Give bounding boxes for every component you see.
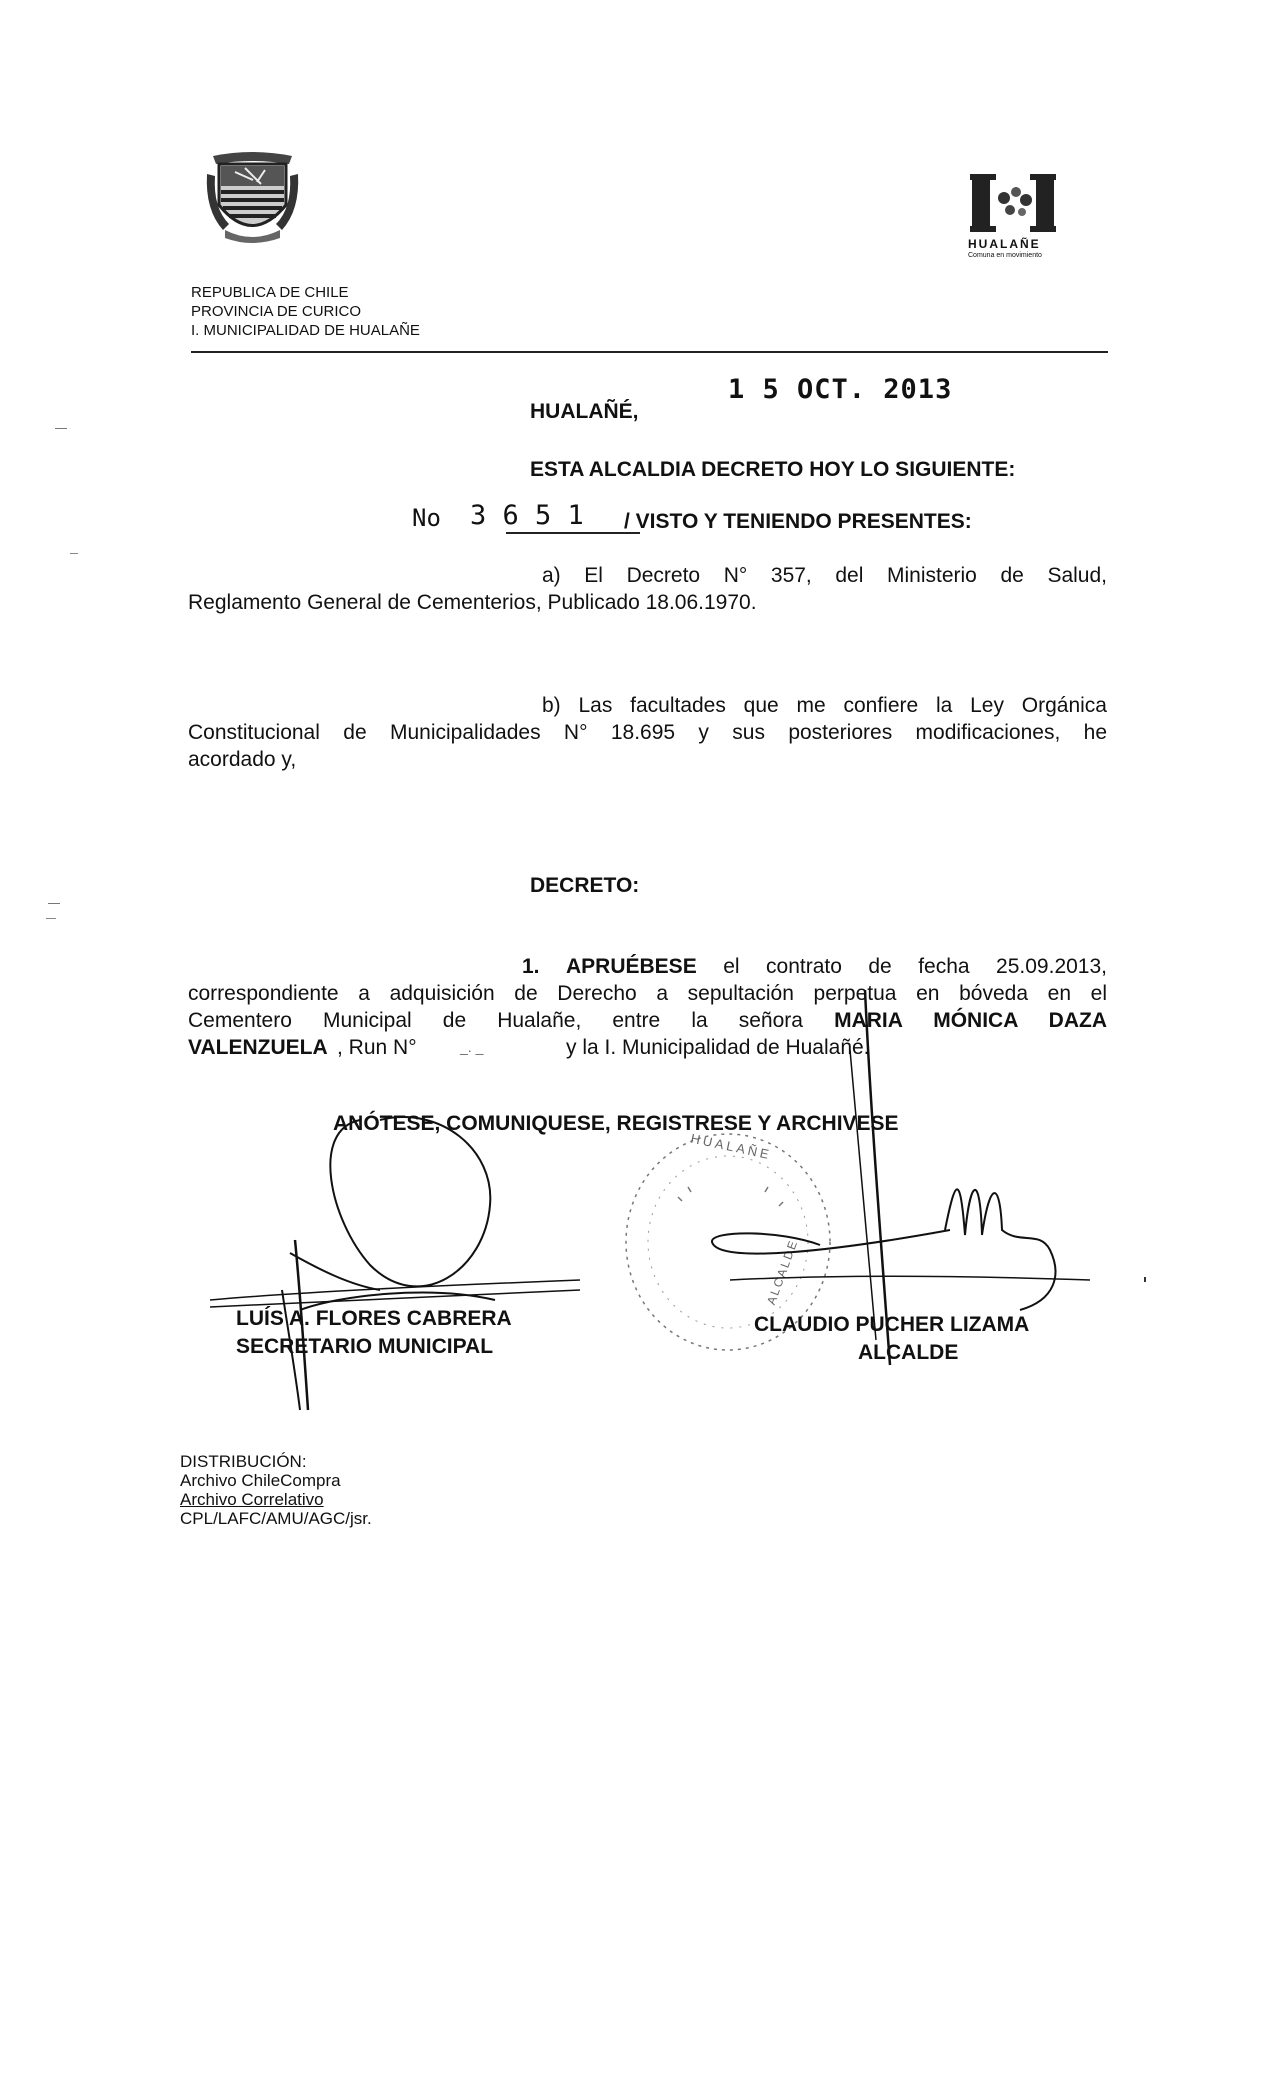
resolution-number: 1. bbox=[522, 955, 540, 978]
place-name: HUALAÑÉ, bbox=[530, 400, 639, 423]
header-line-province: PROVINCIA DE CURICO bbox=[191, 303, 362, 320]
scan-mark bbox=[1144, 1277, 1146, 1282]
scan-mark bbox=[70, 553, 78, 554]
decree-number-prefix: No bbox=[412, 504, 441, 532]
consideration-a-first: a) El Decreto N° 357, del Ministerio de Salud, bbox=[542, 564, 1107, 587]
header-block bbox=[191, 283, 420, 340]
signatory-left-name: LUÍS A. FLORES CABRERA bbox=[236, 1307, 512, 1330]
distribution-line: CPL/LAFC/AMU/AGC/jsr. bbox=[180, 1509, 372, 1528]
resolution-first-rest: el contrato de fecha 25.09.2013, bbox=[723, 955, 1107, 978]
resolution-line-4-end: y la I. Municipalidad de Hualañé. bbox=[566, 1036, 870, 1059]
decree-number-underline bbox=[506, 532, 640, 534]
distribution-heading: DISTRIBUCIÓN: bbox=[180, 1452, 307, 1471]
decree-number-suffix: / VISTO Y TENIENDO PRESENTES: bbox=[624, 510, 972, 533]
resolution-line-2: correspondiente a adquisición de Derecho a sepultación perpetua en bóveda en el bbox=[188, 982, 1107, 1005]
signature-left-icon bbox=[200, 1110, 580, 1420]
scan-mark bbox=[46, 918, 56, 919]
resolution-run-label: , Run N° bbox=[337, 1036, 417, 1059]
decreto-heading: DECRETO: bbox=[530, 874, 640, 897]
decree-number: 3 6 5 1 bbox=[470, 500, 584, 531]
decree-intro: ESTA ALCALDIA DECRETO HOY LO SIGUIENTE: bbox=[530, 458, 1016, 481]
header-divider bbox=[191, 351, 1108, 353]
signatory-left-title: SECRETARIO MUNICIPAL bbox=[236, 1335, 494, 1358]
logo-tagline: Comuna en movimiento bbox=[968, 252, 1042, 259]
distribution-line: Archivo Correlativo bbox=[180, 1490, 324, 1509]
hualane-logo bbox=[968, 172, 1068, 272]
signatory-right-name: CLAUDIO PUCHER LIZAMA bbox=[754, 1313, 1030, 1336]
logo-name: HUALAÑE bbox=[968, 237, 1041, 251]
consideration-b-rest-2: acordado y, bbox=[188, 748, 297, 771]
signatory-right-title: ALCALDE bbox=[858, 1341, 959, 1364]
distribution-block bbox=[180, 1452, 372, 1528]
resolution-person-name: MARIA MÓNICA DAZA bbox=[834, 1009, 1107, 1032]
resolution-person-surname: VALENZUELA bbox=[188, 1036, 328, 1059]
seal-text-side: ALCALDE bbox=[764, 1237, 801, 1307]
consideration-b-rest-1: Constitucional de Municipalidades N° 18.695 y sus posteriores modificaciones, he bbox=[188, 721, 1107, 744]
resolution-first-line bbox=[522, 953, 1107, 980]
seal-text-top: HUALAÑE bbox=[689, 1130, 774, 1163]
header-line-municipality: I. MUNICIPALIDAD DE HUALAÑE bbox=[191, 322, 420, 339]
consideration-b-first: b) Las facultades que me confiere la Ley Orgánica bbox=[542, 694, 1107, 717]
scan-mark bbox=[55, 428, 67, 429]
resolution-run-redacted: _. _ bbox=[460, 1039, 484, 1055]
decree-number-row bbox=[412, 500, 1112, 540]
date-stamp: 1 5 OCT. 2013 bbox=[728, 374, 953, 405]
coat-of-arms-icon bbox=[205, 150, 300, 242]
resolution-line-3-text: Cementero Municipal de Hualañe, entre la señora bbox=[188, 1009, 803, 1032]
consideration-a-rest: Reglamento General de Cementerios, Publicado 18.06.1970. bbox=[188, 591, 757, 614]
distribution-line: Archivo ChileCompra bbox=[180, 1471, 341, 1490]
closing-formula: ANÓTESE, COMUNIQUESE, REGISTRESE Y ARCHIVESE bbox=[333, 1112, 899, 1135]
header-line-republic: REPUBLICA DE CHILE bbox=[191, 284, 349, 301]
scan-mark bbox=[48, 903, 60, 904]
resolution-keyword: APRUÉBESE bbox=[566, 955, 697, 978]
